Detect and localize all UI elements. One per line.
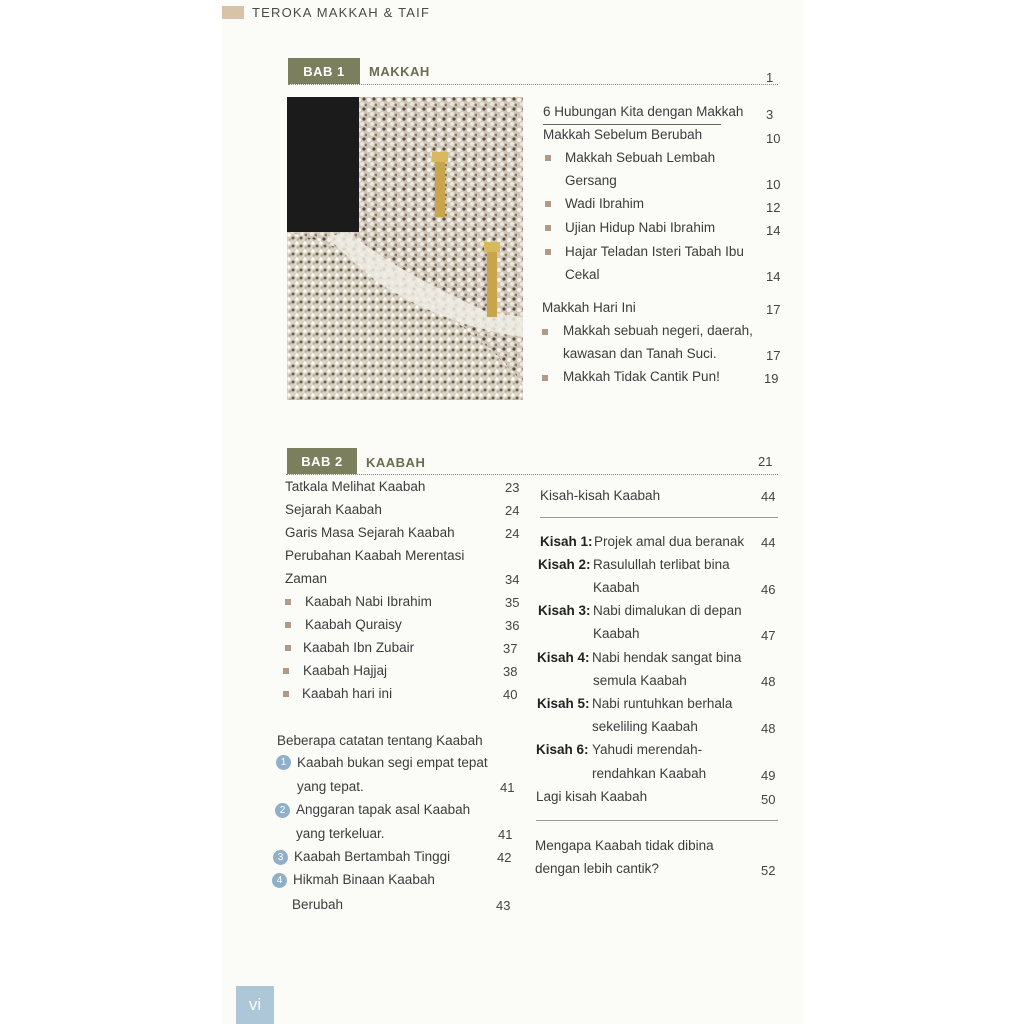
toc-page: 34 [505,572,520,587]
bab1-page: 1 [766,70,774,85]
story-title: semula Kaabah [593,673,687,688]
story-label: Kisah 5: [537,696,590,711]
section-divider [536,820,778,821]
bullet-square [283,691,289,697]
bullet-square [542,375,548,381]
toc-entry: Kaabah Quraisy [305,617,402,632]
toc-page: 43 [496,898,511,913]
story-title: Rasulullah terlibat bina [593,557,730,572]
toc-entry: Cekal [565,267,600,282]
toc-entry: Anggaran tapak asal Kaabah [296,802,471,817]
toc-page: 19 [764,371,779,386]
story-title: sekeliling Kaabah [592,719,698,734]
entry-underline [543,124,721,125]
story-title: Kaabah [593,626,640,641]
toc-entry: Kaabah Ibn Zubair [303,640,415,655]
toc-page: 48 [761,674,776,689]
bullet-square [545,225,551,231]
toc-page: 48 [761,721,776,736]
toc-entry: yang terkeluar. [296,826,385,841]
section-divider [540,517,778,518]
toc-page: 12 [766,200,781,215]
toc-page: 44 [761,489,776,504]
kaabah-crowd-illustration [287,97,523,400]
story-label: Kisah 2: [538,557,591,572]
story-title: Projek amal dua beranak [594,534,745,549]
toc-entry: Kaabah Bertambah Tinggi [294,849,451,864]
story-title: Yahudi merendah- [592,742,703,757]
bullet-square [542,329,548,335]
toc-entry: 6 Hubungan Kita dengan Makkah [543,104,744,119]
number-badge: 1 [276,755,291,770]
story-label: Kisah 6: [536,742,589,757]
header-accent-bar [222,6,244,19]
bab2-title: KAABAH [366,455,426,470]
bullet-square [545,155,551,161]
toc-entry: Makkah Sebelum Berubah [543,127,703,142]
running-title: TEROKA MAKKAH & TAIF [252,5,431,20]
toc-page: 10 [766,131,781,146]
toc-page: 52 [761,863,776,878]
toc-entry: Makkah Sebuah Lembah [565,150,716,165]
toc-page: 24 [505,503,520,518]
number-badge: 4 [272,873,287,888]
story-title: Nabi dimalukan di depan [593,603,742,618]
toc-page: 44 [761,535,776,550]
bullet-square [285,599,291,605]
toc-entry: Sejarah Kaabah [285,502,382,517]
toc-entry: Kisah-kisah Kaabah [540,488,661,503]
toc-entry: Perubahan Kaabah Merentasi [285,548,465,563]
toc-entry: yang tepat. [297,779,364,794]
toc-page: 17 [766,348,781,363]
toc-entry: Mengapa Kaabah tidak dibina [535,838,714,853]
toc-page: 14 [766,223,781,238]
toc-page: 46 [761,582,776,597]
page-number: vi [236,986,274,1024]
story-label: Kisah 4: [537,650,590,665]
kaabah-crowd-photo [287,97,523,400]
story-title: Nabi runtuhkan berhala [592,696,733,711]
toc-page: 41 [500,780,515,795]
toc-page: 14 [766,269,781,284]
toc-page: 47 [761,628,776,643]
bullet-square [285,645,291,651]
toc-page: 42 [497,850,512,865]
toc-page: 38 [503,664,518,679]
bab2-dotted-rule [286,474,778,475]
toc-page: 50 [761,792,776,807]
toc-entry: Wadi Ibrahim [565,196,645,211]
notes-heading: Beberapa catatan tentang Kaabah [277,733,483,748]
toc-entry: Makkah Tidak Cantik Pun! [563,369,720,384]
toc-entry: kawasan dan Tanah Suci. [563,346,717,361]
toc-entry: Kaabah Hajjaj [303,663,388,678]
bab1-dotted-rule [288,84,778,85]
toc-entry: Tatkala Melihat Kaabah [285,479,426,494]
toc-page: 49 [761,768,776,783]
toc-entry: Gersang [565,173,617,188]
toc-entry: Makkah sebuah negeri, daerah, [563,323,753,338]
story-title: Nabi hendak sangat bina [592,650,742,665]
toc-page: 23 [505,480,520,495]
story-title: Kaabah [593,580,640,595]
bullet-square [545,201,551,207]
toc-entry: Makkah Hari Ini [542,300,636,315]
toc-entry: Lagi kisah Kaabah [536,789,648,804]
story-label: Kisah 1: [540,534,593,549]
bullet-square [545,249,551,255]
toc-entry: Kaabah Nabi Ibrahim [305,594,432,609]
toc-entry: Zaman [285,571,328,586]
toc-page: 17 [766,302,781,317]
toc-entry: dengan lebih cantik? [535,861,659,876]
bab1-label: BAB 1 [288,58,360,84]
bab2-label: BAB 2 [287,448,357,474]
toc-page: 41 [498,827,513,842]
toc-page: 40 [503,687,518,702]
bullet-square [283,668,289,674]
bab2-page: 21 [758,454,773,469]
background-margin [0,0,222,1024]
toc-entry: Kaabah bukan segi empat tepat [297,755,488,770]
toc-entry: Hikmah Binaan Kaabah [293,872,435,887]
toc-page: 24 [505,526,520,541]
toc-page: 3 [766,107,774,122]
toc-entry: Ujian Hidup Nabi Ibrahim [565,220,716,235]
bab1-title: MAKKAH [369,64,430,79]
toc-entry: Berubah [292,897,344,912]
story-title: rendahkan Kaabah [592,766,707,781]
toc-entry: Hajar Teladan Isteri Tabah Ibu [565,244,744,259]
bullet-square [285,622,291,628]
toc-page: 36 [505,618,520,633]
toc-page: 37 [503,641,518,656]
number-badge: 2 [275,803,290,818]
toc-entry: Garis Masa Sejarah Kaabah [285,525,455,540]
toc-page: 10 [766,177,781,192]
toc-page: 35 [505,595,520,610]
toc-entry: Kaabah hari ini [302,686,393,701]
number-badge: 3 [273,850,288,865]
story-label: Kisah 3: [538,603,591,618]
